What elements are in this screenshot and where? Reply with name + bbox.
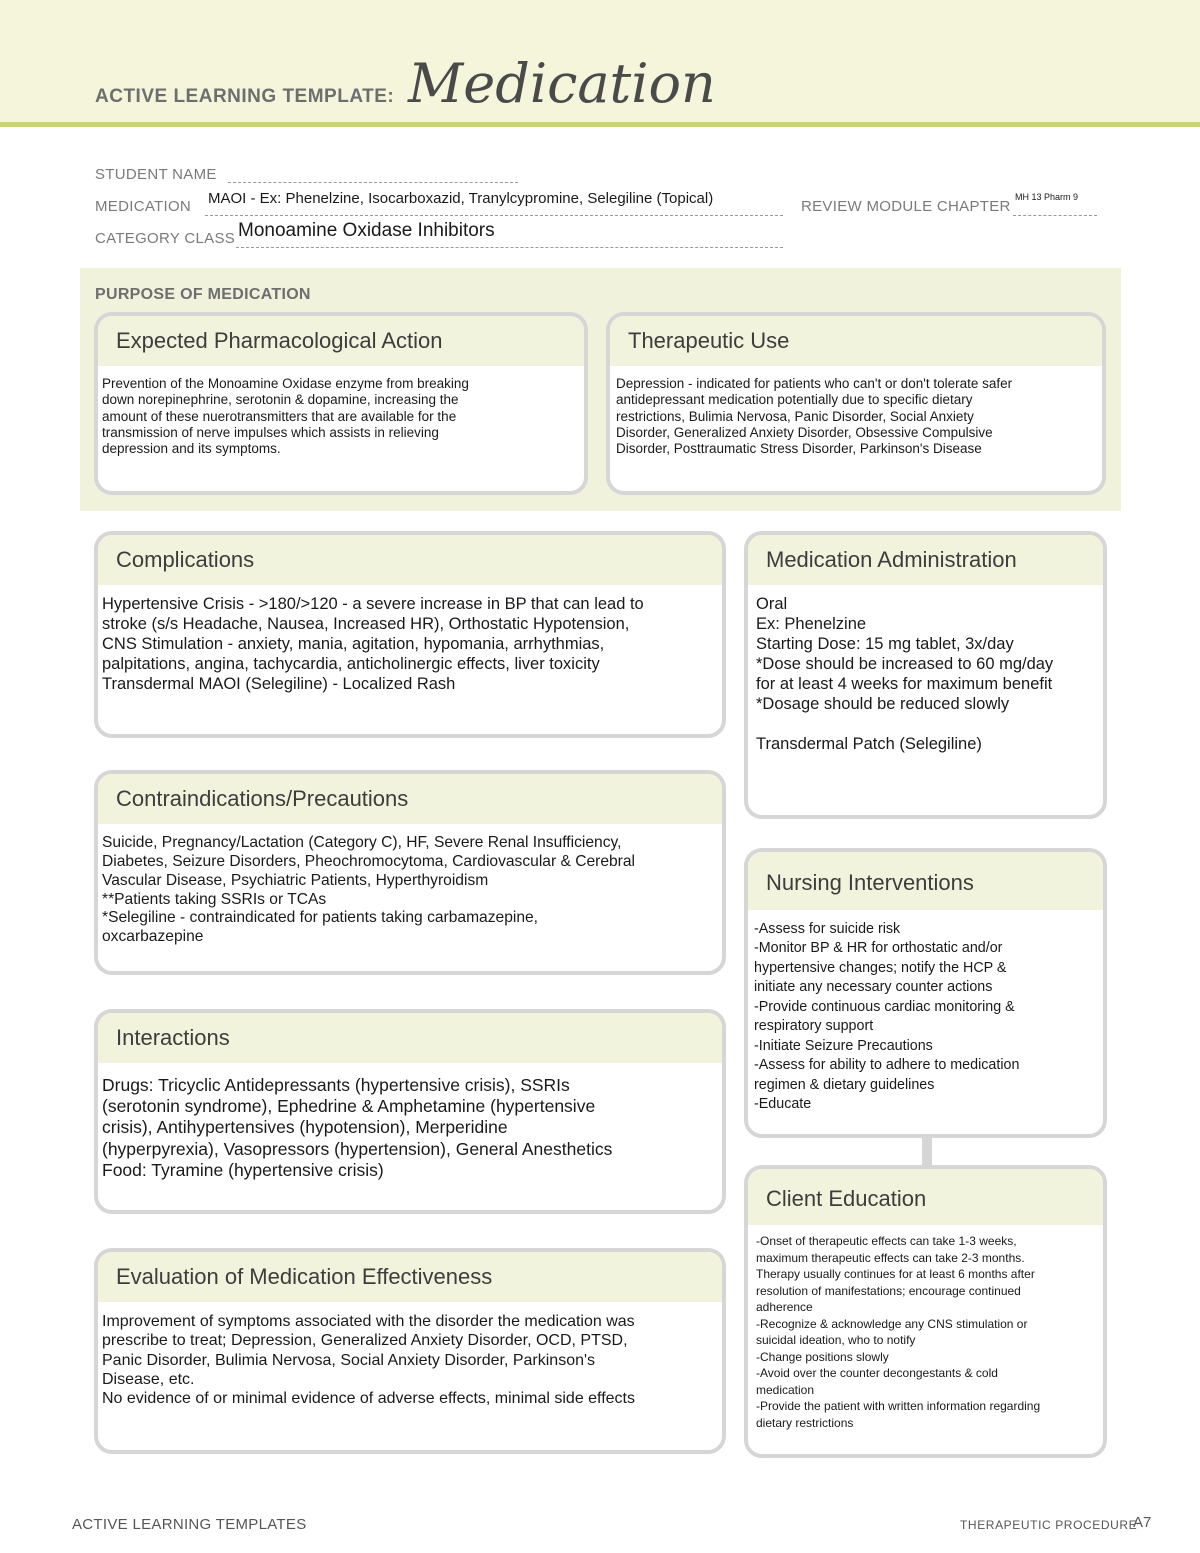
purpose-heading: PURPOSE OF MEDICATION	[95, 286, 311, 303]
text-line: Hypertensive Crisis - >180/>120 - a severe increase in BP that can lead to	[102, 595, 644, 613]
client-education-title: Client Education	[748, 1169, 1103, 1225]
text-line: Drugs: Tricyclic Antidepressants (hypertensive crisis), SSRIs	[102, 1075, 570, 1095]
medication-label: MEDICATION	[95, 198, 192, 215]
interactions-title: Interactions	[98, 1013, 722, 1063]
text-line: dietary restrictions	[756, 1416, 854, 1431]
text-line: for at least 4 weeks for maximum benefit	[756, 674, 1053, 693]
student-name-field[interactable]	[228, 181, 518, 183]
evaluation-body	[98, 1302, 722, 1409]
text-line: initiate any necessary counter actions	[754, 979, 993, 996]
text-line: No evidence of or minimal evidence of adverse effects, minimal side effects	[102, 1390, 635, 1408]
interactions-card	[94, 1009, 726, 1214]
text-line: -Assess for ability to adhere to medication	[754, 1057, 1020, 1074]
text-line: Vascular Disease, Psychiatric Patients, Hyperthyroidism	[102, 871, 489, 889]
text-line: antidepressant medication potentially due to specific dietary	[616, 392, 973, 408]
text-line: (hyperpyrexia), Vasopressors (hypertension), General Anesthetics	[102, 1138, 613, 1159]
text-line: regimen & dietary guidelines	[754, 1076, 935, 1093]
interactions-body	[98, 1063, 722, 1181]
text-line: crisis), Antihypertensives (hypotension), Merperidine	[102, 1117, 508, 1138]
therapeutic-use-card	[606, 312, 1106, 495]
footer-page-number: A7	[1133, 1514, 1152, 1531]
client-education-body	[748, 1225, 1103, 1432]
contraindications-title: Contraindications/Precautions	[98, 774, 722, 824]
review-module-label: REVIEW MODULE CHAPTER	[801, 198, 1011, 215]
evaluation-card	[94, 1248, 726, 1454]
text-line: Therapy usually continues for at least 6 months after	[756, 1267, 1035, 1282]
header-band	[0, 0, 1200, 127]
text-line: -Monitor BP & HR for orthostatic and/or	[754, 940, 1003, 957]
text-line: medication	[756, 1382, 815, 1397]
text-line: transmission of nerve impulses which assists in relieving	[102, 424, 439, 440]
text-line: *Dosage should be reduced slowly	[756, 694, 1010, 713]
text-line: -Educate	[754, 1095, 812, 1112]
contraindications-card	[94, 770, 726, 975]
student-name-label: STUDENT NAME	[95, 166, 217, 183]
text-line: Disorder, Posttraumatic Stress Disorder, Parkinson's Disease	[616, 441, 982, 457]
medication-value: MAOI - Ex: Phenelzine, Isocarboxazid, Tranylcypromine, Selegiline (Topical)	[208, 190, 714, 207]
administration-body	[748, 585, 1103, 754]
complications-body	[98, 585, 722, 695]
template-title: Medication	[408, 52, 716, 115]
text-line: -Provide continuous cardiac monitoring &	[754, 998, 1015, 1015]
client-education-card	[744, 1165, 1107, 1458]
text-line: Improvement of symptoms associated with the disorder the medication was	[102, 1313, 635, 1330]
text-line: -Initiate Seizure Precautions	[754, 1037, 933, 1054]
text-line: Ex: Phenelzine	[756, 614, 867, 633]
text-line: **Patients taking SSRIs or TCAs	[102, 890, 327, 908]
medication-field[interactable]	[205, 214, 783, 216]
text-line: amount of these nuerotransmitters that are available for the	[102, 408, 457, 424]
text-line: Disorder, Generalized Anxiety Disorder, Obsessive Compulsive	[616, 424, 993, 440]
complications-title: Complications	[98, 535, 722, 585]
text-line: depression and its symptoms.	[102, 441, 281, 457]
text-line: Starting Dose: 15 mg tablet, 3x/day	[756, 634, 1014, 653]
text-line: Oral	[756, 595, 788, 613]
text-line: stroke (s/s Headache, Nausea, Increased HR), Orthostatic Hypotension,	[102, 614, 630, 633]
text-line: Prevention of the Monoamine Oxidase enzyme from breaking	[102, 376, 469, 391]
contraindications-body	[98, 824, 722, 947]
administration-card	[744, 531, 1107, 819]
review-module-field[interactable]	[1013, 214, 1097, 216]
text-line: respiratory support	[754, 1018, 874, 1035]
text-line: Diabetes, Seizure Disorders, Pheochromocytoma, Cardiovascular & Cerebral	[102, 852, 636, 870]
text-line: (serotonin syndrome), Ephedrine & Amphetamine (hypertensive	[102, 1096, 596, 1117]
expected-action-body	[98, 366, 584, 458]
text-line: *Selegiline - contraindicated for patients taking carbamazepine,	[102, 909, 539, 927]
nursing-interventions-card	[744, 848, 1107, 1138]
text-line: Depression - indicated for patients who can't or don't tolerate safer	[616, 376, 1013, 391]
text-line: resolution of manifestations; encourage continued	[756, 1283, 1021, 1298]
connector-bar	[922, 1136, 932, 1166]
text-line: Transdermal Patch (Selegiline)	[756, 734, 982, 753]
text-line: palpitations, angina, tachycardia, anticholinergic effects, liver toxicity	[102, 654, 600, 673]
text-line: oxcarbazepine	[102, 928, 204, 946]
category-class-field[interactable]	[236, 246, 783, 248]
nursing-interventions-title: Nursing Interventions	[748, 852, 1103, 910]
text-line: restrictions, Bulimia Nervosa, Panic Disorder, Social Anxiety	[616, 408, 974, 424]
text-line: -Provide the patient with written information regarding	[756, 1399, 1041, 1414]
text-line: -Avoid over the counter decongestants & cold	[756, 1366, 998, 1381]
text-line: prescribe to treat; Depression, Generalized Anxiety Disorder, OCD, PTSD,	[102, 1332, 628, 1350]
text-line: adherence	[756, 1300, 813, 1315]
administration-title: Medication Administration	[748, 535, 1103, 585]
text-line: Food: Tyramine (hypertensive crisis)	[102, 1159, 384, 1180]
category-class-label: CATEGORY CLASS	[95, 230, 236, 247]
text-line: Panic Disorder, Bulimia Nervosa, Social Anxiety Disorder, Parkinson's	[102, 1351, 596, 1369]
template-label: ACTIVE LEARNING TEMPLATE:	[95, 86, 395, 107]
footer-left: ACTIVE LEARNING TEMPLATES	[72, 1516, 307, 1533]
text-line: suicidal ideation, who to notify	[756, 1333, 916, 1348]
text-line: down norepinephrine, serotonin & dopamine, increasing the	[102, 392, 459, 408]
text-line: hypertensive changes; notify the HCP &	[754, 959, 1007, 976]
text-line: *Dose should be increased to 60 mg/day	[756, 654, 1054, 673]
text-line: maximum therapeutic effects can take 2-3 months.	[756, 1250, 1025, 1265]
text-line: -Assess for suicide risk	[754, 921, 901, 937]
therapeutic-use-body	[610, 366, 1102, 458]
text-line: -Change positions slowly	[756, 1349, 889, 1364]
category-class-value: Monoamine Oxidase Inhibitors	[238, 220, 495, 241]
nursing-interventions-body	[748, 910, 1103, 1114]
complications-card	[94, 531, 726, 738]
text-line: Suicide, Pregnancy/Lactation (Category C), HF, Severe Renal Insufficiency,	[102, 834, 622, 851]
text-line: -Onset of therapeutic effects can take 1-3 weeks,	[756, 1234, 1017, 1248]
expected-action-title: Expected Pharmacological Action	[98, 316, 584, 366]
evaluation-title: Evaluation of Medication Effectiveness	[98, 1252, 722, 1302]
text-line: -Recognize & acknowledge any CNS stimulation or	[756, 1316, 1028, 1331]
text-line: Transdermal MAOI (Selegiline) - Localized Rash	[102, 674, 456, 693]
text-line	[756, 715, 1099, 735]
therapeutic-use-title: Therapeutic Use	[610, 316, 1102, 366]
footer-right: THERAPEUTIC PROCEDURE	[960, 1518, 1138, 1532]
text-line: CNS Stimulation - anxiety, mania, agitation, hypomania, arrhythmias,	[102, 634, 605, 653]
review-module-value: MH 13 Pharm 9	[1015, 192, 1079, 202]
expected-action-card	[94, 312, 588, 495]
text-line: Disease, etc.	[102, 1371, 195, 1389]
